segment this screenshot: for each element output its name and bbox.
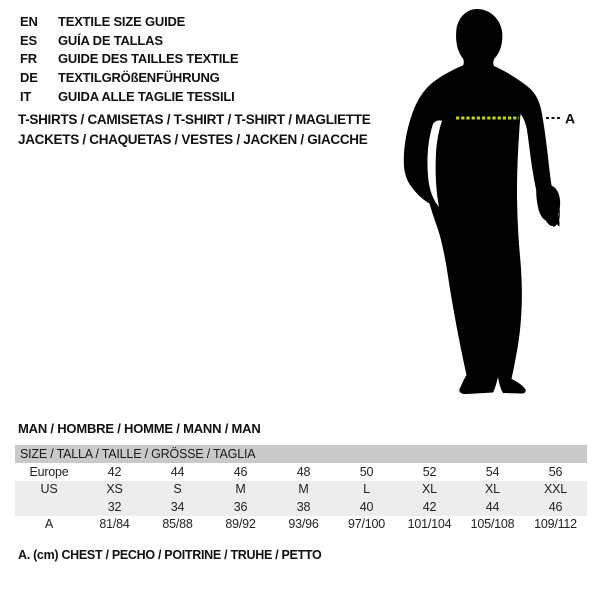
cell: 42: [107, 464, 122, 479]
cell: 105/108: [470, 517, 515, 532]
cell: 34: [146, 498, 209, 516]
size-table-header: SIZE / TALLA / TAILLE / GRÖSSE / TAGLIA: [15, 445, 587, 463]
cell: 36: [209, 498, 272, 516]
cell: 109/112: [534, 517, 577, 532]
cell: S: [146, 481, 209, 499]
cell: XL: [461, 481, 524, 499]
language-code: EN: [20, 14, 38, 29]
language-code: DE: [20, 70, 38, 86]
cell: 97/100: [347, 517, 386, 532]
cell: 32: [83, 498, 146, 516]
cell: 93/96: [288, 517, 319, 532]
table-row-chest-a: [15, 516, 587, 534]
cell: 42: [398, 498, 461, 516]
cell: 52: [422, 464, 437, 479]
cell: 56: [548, 464, 563, 479]
category-line-tshirts: T-SHIRTS / CAMISETAS / T-SHIRT / T-SHIRT / MAGLIETTE: [18, 112, 371, 127]
cell: 44: [461, 498, 524, 516]
row-label: A: [44, 517, 54, 532]
cell: XL: [398, 481, 461, 499]
cell: 50: [359, 464, 374, 479]
cell: 101/104: [407, 517, 452, 532]
language-label: TEXTILGRÖßENFÜHRUNG: [58, 70, 220, 86]
size-table: [15, 445, 587, 533]
language-code: IT: [20, 88, 32, 104]
cell: 48: [296, 464, 311, 479]
size-table-header-row: [15, 445, 587, 463]
cell: XXL: [524, 481, 587, 499]
cell: 38: [272, 498, 335, 516]
man-right-hand: [536, 184, 560, 222]
cell: 89/92: [225, 517, 256, 532]
table-row-us: [15, 481, 587, 499]
measurement-footnote: A. (cm) CHEST / PECHO / POITRINE / TRUHE / PETTO: [18, 548, 322, 562]
cell: XS: [83, 481, 146, 499]
row-label: US: [15, 481, 83, 499]
row-label: Europe: [29, 464, 69, 479]
cell: 40: [335, 498, 398, 516]
row-label: [15, 498, 83, 516]
section-title-man: MAN / HOMBRE / HOMME / MANN / MAN: [18, 421, 261, 436]
language-label: GUIDA ALLE TAGLIE TESSILI: [58, 88, 235, 104]
cell: 54: [485, 464, 500, 479]
cell: M: [272, 481, 335, 499]
cell: M: [209, 481, 272, 499]
category-line-jackets: JACKETS / CHAQUETAS / VESTES / JACKEN / GIACCHE: [18, 131, 368, 147]
cell: 81/84: [99, 517, 130, 532]
language-code: FR: [20, 51, 37, 67]
cell: 44: [170, 464, 185, 479]
language-code: ES: [20, 32, 37, 48]
table-row-europe: [15, 463, 587, 481]
table-row-alt-size: [15, 498, 587, 516]
language-label: TEXTILE SIZE GUIDE: [58, 14, 186, 29]
cell: 46: [524, 498, 587, 516]
man-silhouette: [404, 9, 560, 394]
cell: 85/88: [162, 517, 193, 532]
cell: L: [335, 481, 398, 499]
measurement-label-a: A: [565, 110, 576, 127]
language-label: GUIDE DES TAILLES TEXTILE: [58, 51, 239, 67]
cell: 46: [233, 464, 248, 479]
language-label: GUÍA DE TALLAS: [58, 32, 163, 48]
